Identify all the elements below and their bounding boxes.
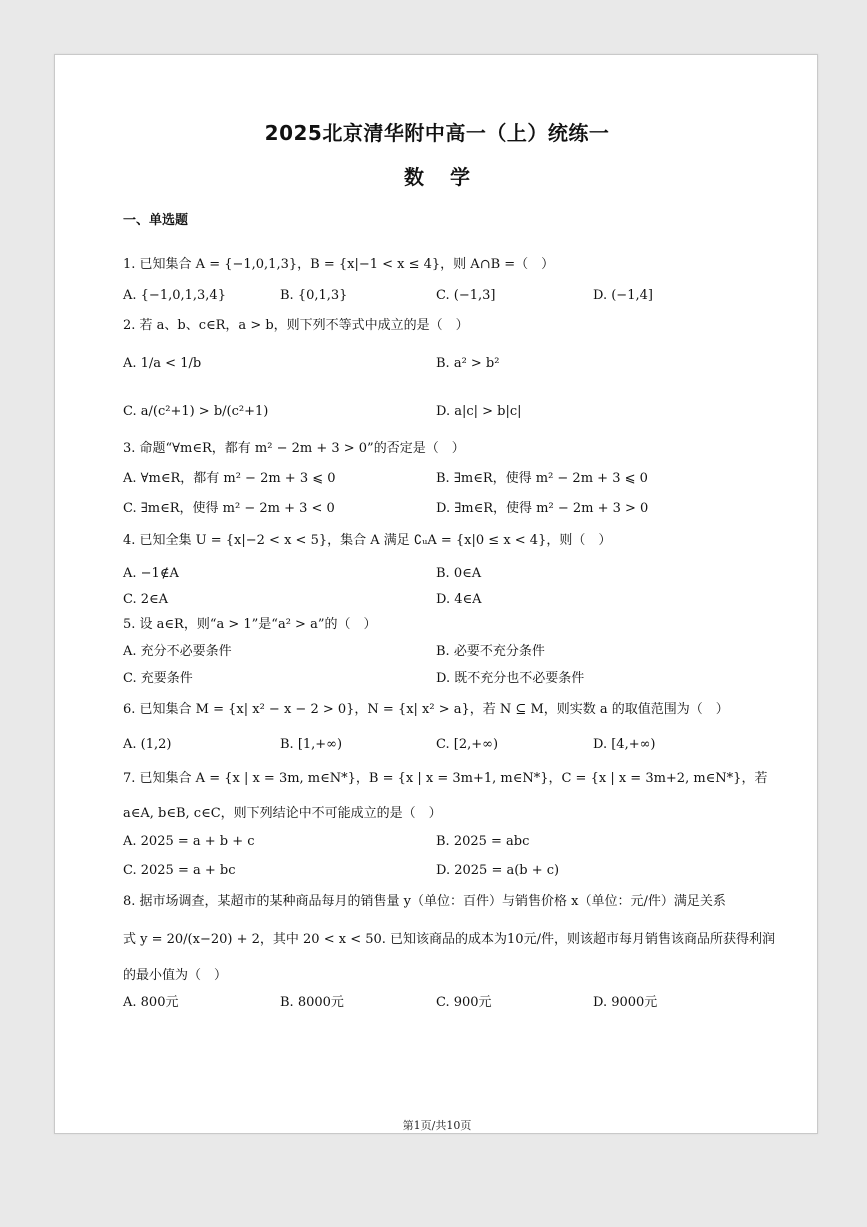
question-2-option-b: B. a² > b² xyxy=(436,356,500,371)
question-8-option-c: C. 900元 xyxy=(436,995,492,1010)
question-6-option-a: A. (1,2) xyxy=(123,737,172,752)
question-1-stem: 1. 已知集合 A = {−1,0,1,3}，B = {x|−1 < x ≤ 4}，则 A∩B =（ ） xyxy=(123,257,555,272)
question-7-option-b: B. 2025 = abc xyxy=(436,834,530,849)
question-7-stem-continued: a∈A, b∈B, c∈C，则下列结论中不可能成立的是（ ） xyxy=(123,806,442,821)
exam-title: 2025北京清华附中高一（上）统练一 xyxy=(264,121,610,145)
question-4-option-d: D. 4∈A xyxy=(436,592,482,607)
question-8-stem: 8. 据市场调查，某超市的某种商品每月的销售量 y（单位：百件）与销售价格 x（单位：元/件）满足关系 xyxy=(123,894,726,909)
question-4-option-c: C. 2∈A xyxy=(123,592,169,607)
question-7-option-c: C. 2025 = a + bc xyxy=(123,863,236,878)
question-8-option-b: B. 8000元 xyxy=(280,995,344,1010)
question-5-option-d: D. 既不充分也不必要条件 xyxy=(436,671,585,686)
question-6-option-c: C. [2,+∞) xyxy=(436,737,499,752)
question-3-option-b: B. ∃m∈R，使得 m² − 2m + 3 ⩽ 0 xyxy=(436,471,648,486)
question-2-stem: 2. 若 a、b、c∈R，a > b，则下列不等式中成立的是（ ） xyxy=(123,318,469,333)
question-2-option-c: C. a/(c²+1) > b/(c²+1) xyxy=(123,404,269,419)
question-4-stem: 4. 已知全集 U = {x|−2 < x < 5}，集合 A 满足 ∁ᵤA = {x|0 ≤ x < 4}，则（ ） xyxy=(123,533,612,548)
question-3-option-d: D. ∃m∈R，使得 m² − 2m + 3 > 0 xyxy=(436,501,649,516)
question-5-option-b: B. 必要不充分条件 xyxy=(436,644,545,659)
question-4-option-b: B. 0∈A xyxy=(436,566,482,581)
exam-page xyxy=(54,54,818,1134)
question-6-option-d: D. [4,+∞) xyxy=(593,737,656,752)
question-1-option-c: C. (−1,3] xyxy=(436,288,496,303)
question-5-option-a: A. 充分不必要条件 xyxy=(123,644,232,659)
question-8-stem-end: 的最小值为（ ） xyxy=(123,968,228,983)
question-6-option-b: B. [1,+∞) xyxy=(280,737,343,752)
question-3-option-a: A. ∀m∈R，都有 m² − 2m + 3 ⩽ 0 xyxy=(123,471,336,486)
question-7-option-d: D. 2025 = a(b + c) xyxy=(436,863,560,878)
question-1-option-a: A. {−1,0,1,3,4} xyxy=(123,288,226,303)
question-8-option-d: D. 9000元 xyxy=(593,995,658,1010)
question-7-option-a: A. 2025 = a + b + c xyxy=(123,834,255,849)
question-4-option-a: A. −1∉A xyxy=(123,566,179,581)
question-1-option-b: B. {0,1,3} xyxy=(280,288,348,303)
question-6-stem: 6. 已知集合 M = {x| x² − x − 2 > 0}，N = {x| x² > a}，若 N ⊆ M，则实数 a 的取值范围为（ ） xyxy=(123,702,729,717)
question-3-option-c: C. ∃m∈R，使得 m² − 2m + 3 < 0 xyxy=(123,501,335,516)
question-1-option-d: D. (−1,4] xyxy=(593,288,653,303)
question-2-option-d: D. a|c| > b|c| xyxy=(436,404,522,419)
question-2-option-a: A. 1/a < 1/b xyxy=(123,356,202,371)
question-8-stem-continued: 式 y = 20/(x−20) + 2，其中 20 < x < 50. 已知该商品的成本为10元/件，则该超市每月销售该商品所获得利润 xyxy=(123,932,775,947)
question-8-option-a: A. 800元 xyxy=(123,995,179,1010)
question-5-stem: 5. 设 a∈R，则“a > 1”是“a² > a”的（ ） xyxy=(123,617,377,632)
subject-heading: 数学 xyxy=(404,165,496,189)
question-3-stem: 3. 命题“∀m∈R，都有 m² − 2m + 3 > 0”的否定是（ ） xyxy=(123,441,465,456)
question-5-option-c: C. 充要条件 xyxy=(123,671,193,686)
page-number: 第1页/共10页 xyxy=(402,1119,472,1132)
section-heading: 一、单选题 xyxy=(123,213,189,228)
question-7-stem: 7. 已知集合 A = {x | x = 3m, m∈N*}，B = {x | x = 3m+1, m∈N*}，C = {x | x = 3m+2, m∈N*}，若 xyxy=(123,771,768,786)
